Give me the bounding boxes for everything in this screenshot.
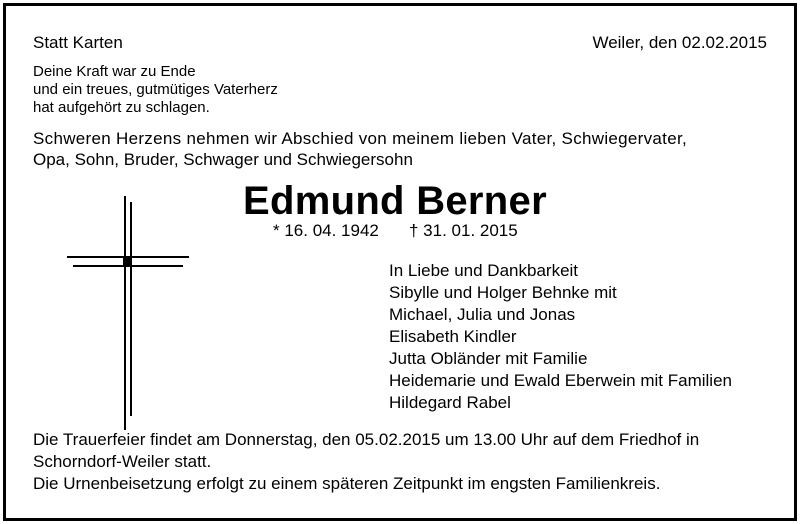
mourner-line: Heidemarie und Ewald Eberwein mit Familien bbox=[389, 371, 732, 390]
intro-line-1: Schweren Herzens nehmen wir Abschied von meinem lieben Vater, Schwiegervater, bbox=[33, 129, 687, 148]
mourner-line: Jutta Obländer mit Familie bbox=[389, 349, 588, 368]
deceased-name: Edmund Berner bbox=[243, 179, 547, 223]
death-date: † 31. 01. 2015 bbox=[409, 221, 518, 240]
mourner-line: In Liebe und Dankbarkeit bbox=[389, 261, 579, 280]
poem-line-3: hat aufgehört zu schlagen. bbox=[33, 99, 210, 116]
footer-line-1: Die Trauerfeier findet am Donnerstag, den 05.02.2015 um 13.00 Uhr auf dem Friedhof in bbox=[33, 430, 700, 449]
poem-line-2: und ein treues, gutmütiges Vaterherz bbox=[33, 81, 278, 98]
mourner-line: Elisabeth Kindler bbox=[389, 327, 517, 346]
mourner-line: Sibylle und Holger Behnke mit bbox=[389, 283, 617, 302]
header-left: Statt Karten bbox=[33, 33, 123, 52]
poem-line-1: Deine Kraft war zu Ende bbox=[33, 63, 196, 80]
intro-line-2: Opa, Sohn, Bruder, Schwager und Schwiegersohn bbox=[33, 150, 413, 169]
birth-date: * 16. 04. 1942 bbox=[273, 221, 379, 240]
footer-line-2: Schorndorf-Weiler statt. bbox=[33, 452, 212, 471]
mourners-list bbox=[389, 260, 732, 414]
header-date: Weiler, den 02.02.2015 bbox=[592, 33, 767, 52]
footer-line-3: Die Urnenbeisetzung erfolgt zu einem späteren Zeitpunkt im engsten Familienkreis. bbox=[33, 474, 661, 493]
mourner-line: Hildegard Rabel bbox=[389, 393, 511, 412]
mourner-line: Michael, Julia und Jonas bbox=[389, 305, 576, 324]
